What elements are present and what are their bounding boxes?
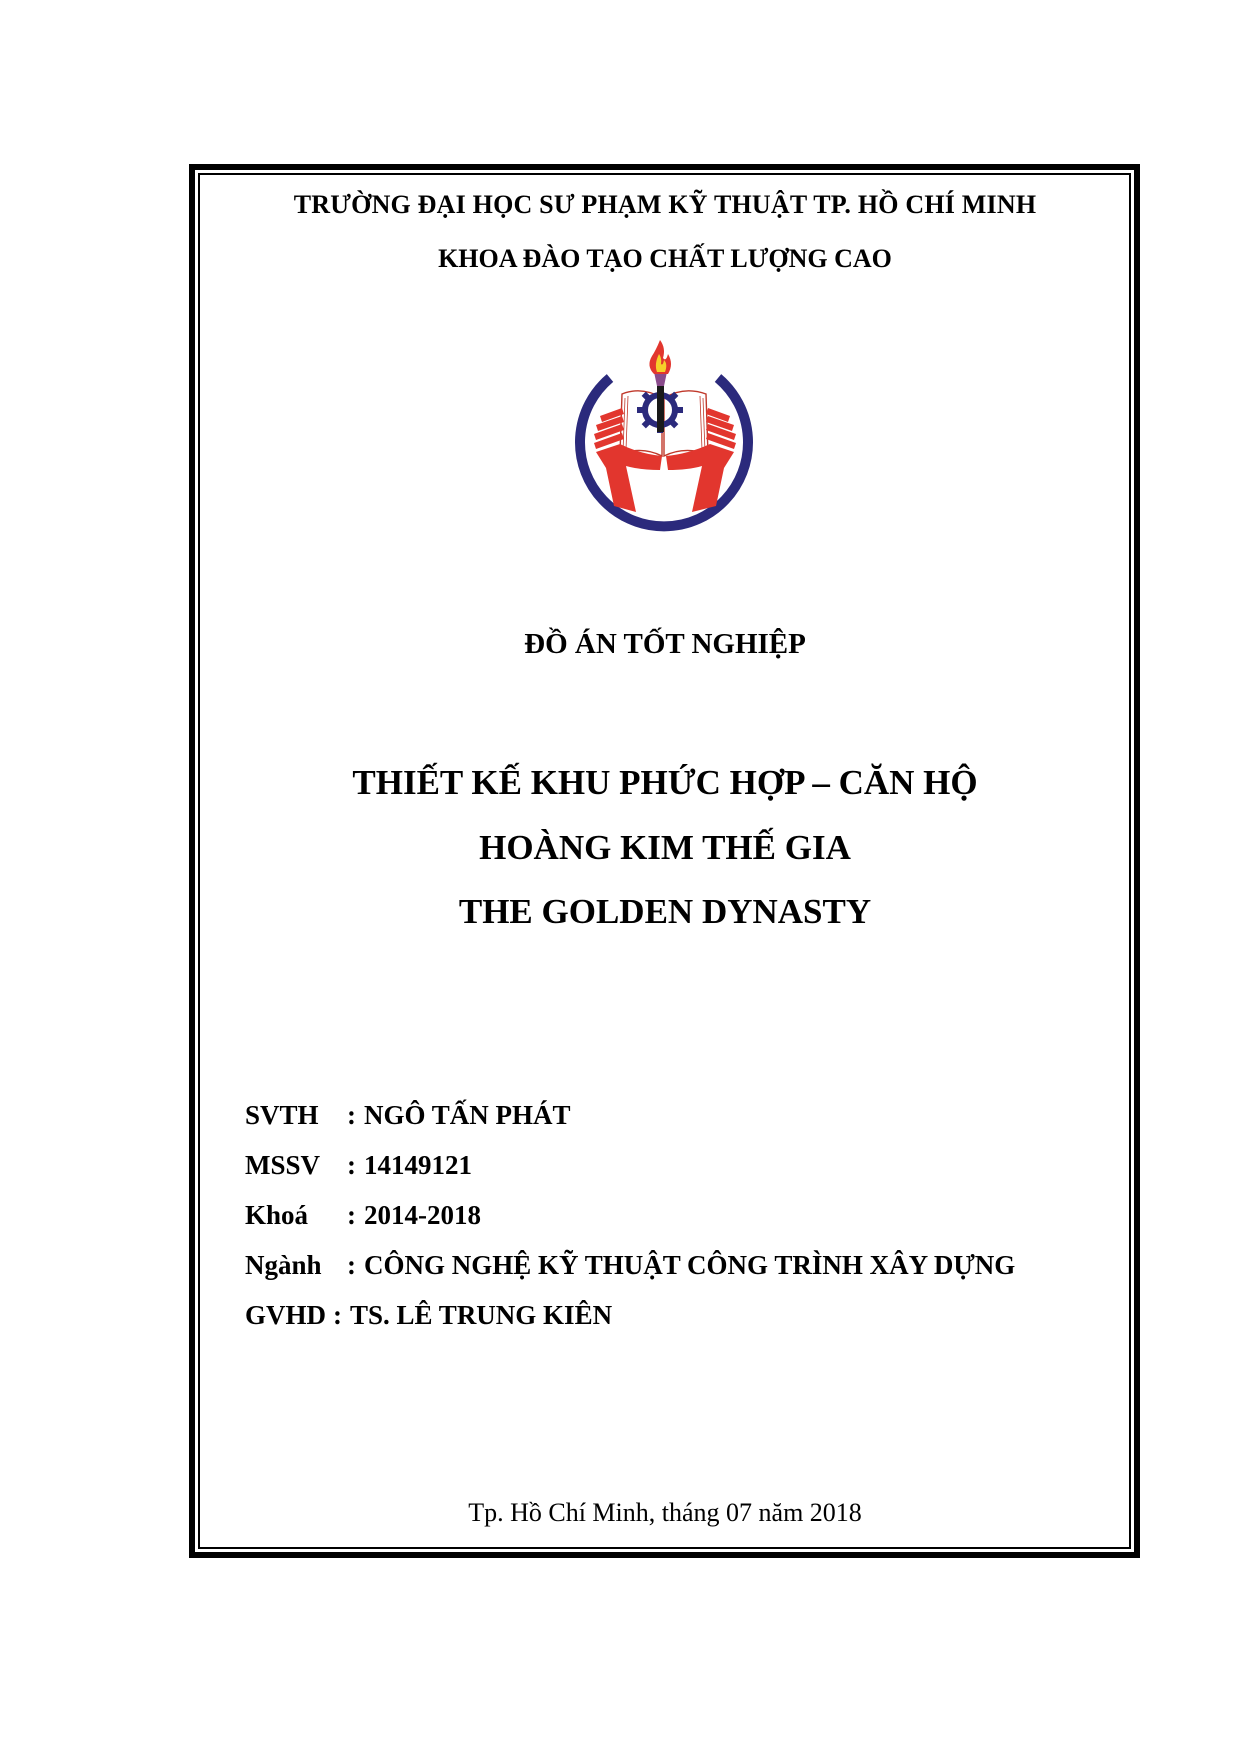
project-title-line-3: THE GOLDEN DYNASTY [458, 892, 872, 931]
info-row-advisor [245, 1290, 1015, 1340]
info-value-student-id: 14149121 [364, 1150, 472, 1180]
faculty-name: KHOA ĐÀO TẠO CHẤT LƯỢNG CAO [438, 244, 892, 273]
project-title-line-1: THIẾT KẾ KHU PHỨC HỢP – CĂN HỘ [352, 763, 978, 802]
info-value-advisor: TS. LÊ TRUNG KIÊN [350, 1300, 613, 1330]
info-value-cohort: 2014-2018 [364, 1200, 481, 1230]
info-label-student: SVTH [245, 1100, 319, 1130]
info-label-advisor: GVHD [245, 1300, 326, 1330]
info-separator: : [347, 1250, 356, 1280]
info-value-student: NGÔ TẤN PHÁT [364, 1100, 571, 1130]
info-separator: : [347, 1100, 356, 1130]
document-type: ĐỒ ÁN TỐT NGHIỆP [524, 628, 806, 660]
project-title-line-2: HOÀNG KIM THẾ GIA [479, 828, 851, 867]
info-value-major: CÔNG NGHỆ KỸ THUẬT CÔNG TRÌNH XÂY DỰNG [364, 1250, 1016, 1280]
info-separator: : [347, 1150, 356, 1180]
info-label-student-id: MSSV [245, 1150, 321, 1180]
info-row-major [245, 1240, 1015, 1290]
university-logo-icon [570, 336, 760, 536]
info-row-cohort [245, 1190, 1015, 1240]
student-info-block [245, 1090, 1015, 1340]
info-row-student-id [245, 1140, 1015, 1190]
university-name: TRƯỜNG ĐẠI HỌC SƯ PHẠM KỸ THUẬT TP. HỒ CHÍ MINH [293, 190, 1037, 219]
info-separator: : [347, 1200, 356, 1230]
place-and-date: Tp. Hồ Chí Minh, tháng 07 năm 2018 [468, 1498, 862, 1527]
info-label-major: Ngành [245, 1250, 322, 1280]
info-row-student [245, 1090, 1015, 1140]
info-separator: : [333, 1300, 342, 1330]
info-label-cohort: Khoá [245, 1200, 309, 1230]
